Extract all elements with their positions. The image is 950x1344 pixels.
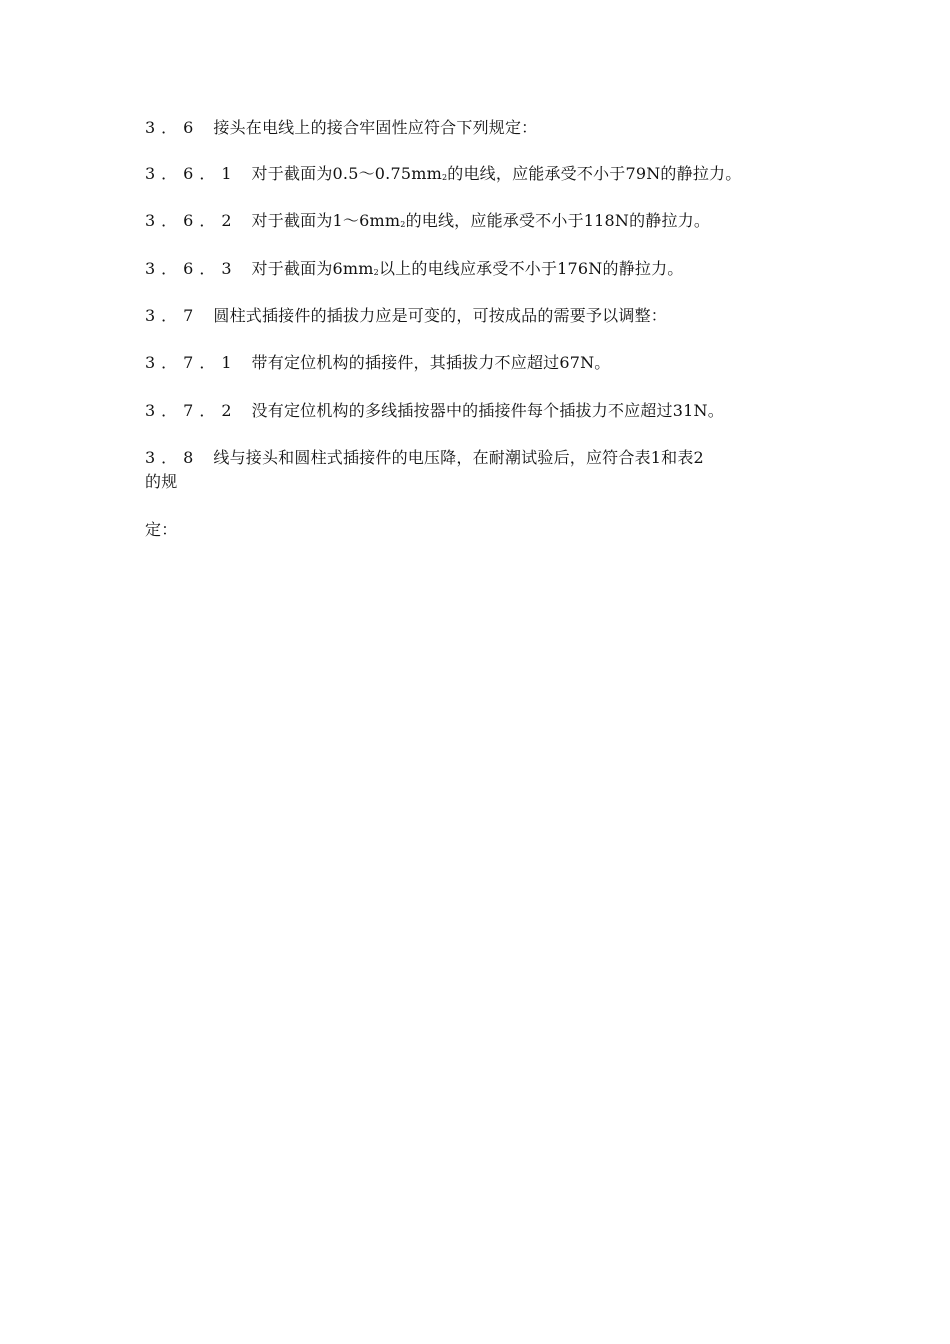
clause-number: 3．8	[145, 448, 200, 467]
clause-3-8	[145, 446, 805, 494]
clause-number: 3．6．3	[145, 259, 238, 278]
clause-text: 带有定位机构的插接件，其插拔力不应超过67N。	[251, 353, 611, 372]
clause-3-8-continuation	[145, 518, 805, 542]
clause-text-pre: 对于截面为1～6mm	[251, 211, 401, 230]
clause-number: 3．7．2	[145, 401, 238, 420]
clause-superscript: 2	[441, 173, 448, 182]
clause-3-7	[145, 304, 805, 328]
clause-number: 3．7	[145, 306, 200, 325]
clause-3-6	[145, 116, 805, 140]
clause-superscript: 2	[373, 268, 379, 277]
clause-text: 接头在电线上的接合牢固性应符合下列规定：	[213, 118, 538, 137]
clause-number: 3．7．1	[145, 353, 238, 372]
clause-superscript: 2	[400, 220, 406, 229]
clause-3-7-1	[145, 351, 805, 375]
clause-3-6-1	[145, 162, 805, 190]
clause-text: 圆柱式插接件的插拔力应是可变的，可按成品的需要予以调整：	[213, 306, 667, 325]
clause-number: 3．6．2	[145, 211, 238, 230]
clause-text-pre: 对于截面为6mm	[251, 259, 374, 278]
clause-number: 3．6．1	[145, 164, 238, 183]
clause-text-post: 的电线，应能承受不小于118N的静拉力。	[405, 211, 711, 230]
clause-text: 没有定位机构的多线插按器中的插接件每个插拔力不应超过31N。	[251, 401, 724, 420]
clause-text-post: 以上的电线应承受不小于176N的静拉力。	[378, 259, 684, 278]
clause-text: 线与接头和圆柱式插接件的电压降，在耐潮试验后，应符合表1和表2	[213, 448, 704, 467]
clause-number: 3．6	[145, 118, 200, 137]
clause-3-7-2	[145, 399, 805, 423]
clause-text-pre: 对于截面为0.5～0.75mm	[251, 164, 442, 183]
clause-text-post: 的电线，应能承受不小于79N的静拉力。	[447, 164, 742, 183]
clause-text-continued: 的规	[145, 472, 178, 491]
clause-3-6-3	[145, 257, 805, 285]
clause-3-6-2	[145, 209, 805, 237]
clause-text: 定：	[145, 520, 178, 539]
